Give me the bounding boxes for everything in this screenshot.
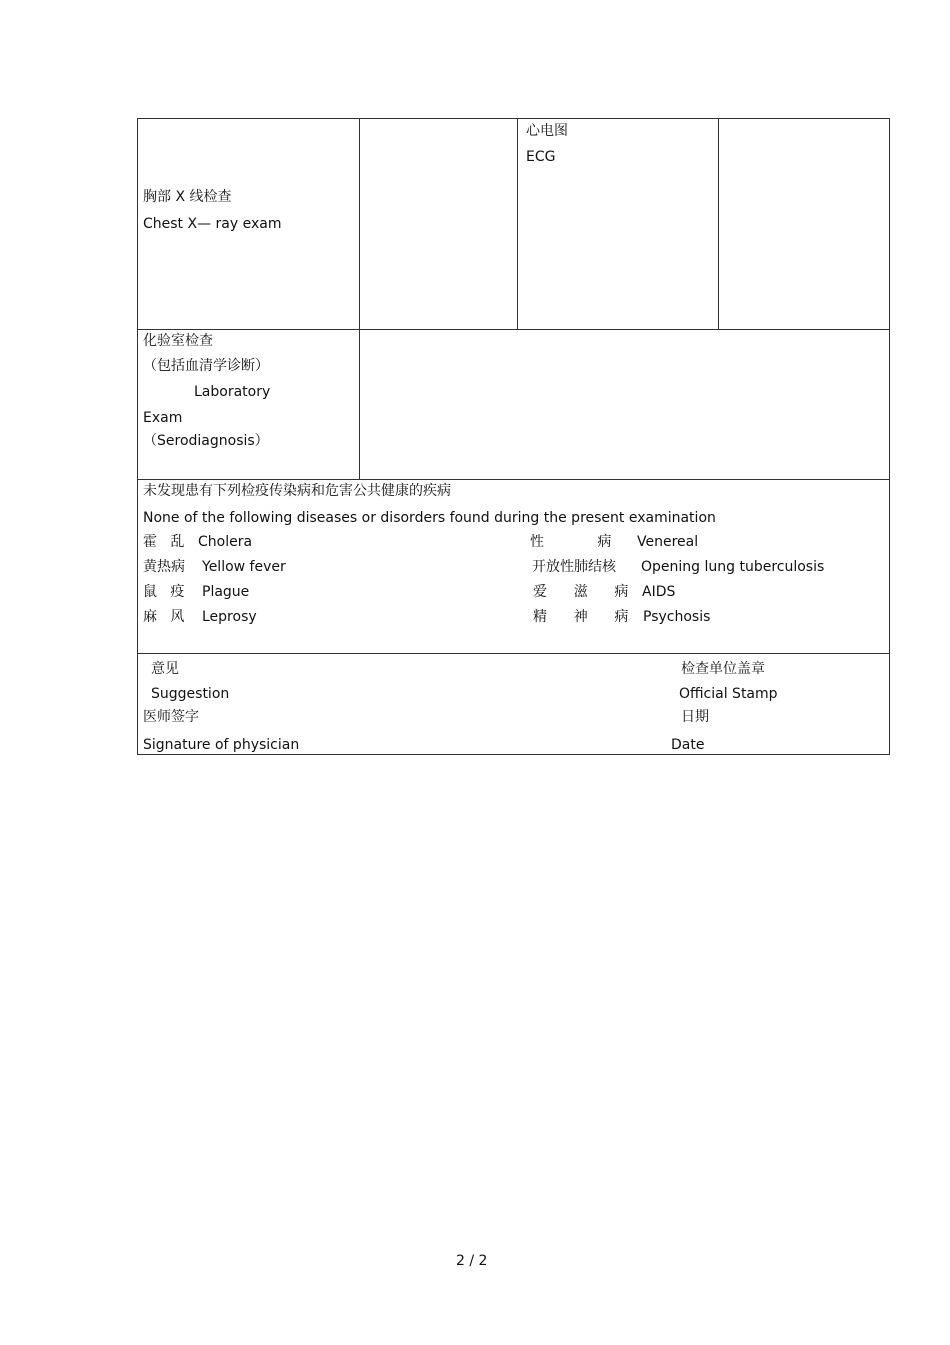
chest-xray-label-zh: 胸部 X 线检查 — [143, 189, 232, 205]
signature-label-zh: 医师签字 — [143, 709, 199, 725]
diseases-heading-zh: 未发现患有下列检疫传染病和危害公共健康的疾病 — [143, 483, 451, 499]
lab-label-en-2: Exam — [143, 410, 183, 426]
diseases-heading-en: None of the following diseases or disorders found during the present examination — [143, 510, 716, 526]
disease-left-zh: 麻 风 — [143, 609, 185, 625]
table-border-right — [889, 118, 890, 755]
ecg-label-zh: 心电图 — [526, 123, 568, 139]
disease-left-en: Plague — [202, 584, 250, 600]
lab-label-zh: 化验室检查 — [143, 333, 213, 349]
row-divider-1 — [137, 329, 890, 330]
col-divider-label — [359, 118, 360, 480]
disease-left-en: Leprosy — [202, 609, 257, 625]
date-label-zh: 日期 — [681, 709, 709, 725]
disease-left-en: Yellow fever — [202, 559, 286, 575]
signature-label-en: Signature of physician — [143, 737, 300, 753]
disease-right-en: AIDS — [642, 584, 676, 600]
suggestion-label-en: Suggestion — [151, 686, 230, 702]
ecg-label-en: ECG — [526, 149, 556, 165]
disease-left-zh: 黄热病 — [143, 559, 185, 575]
date-label-en: Date — [671, 737, 705, 753]
disease-right-zh: 开放性肺结核 — [532, 559, 616, 575]
disease-right-zh: 性 病 — [530, 534, 612, 550]
disease-left-zh: 霍 乱 — [143, 534, 185, 550]
suggestion-label-zh: 意见 — [151, 661, 179, 677]
table-border-left — [137, 118, 138, 755]
lab-label-zh-sub: （包括血清学诊断） — [143, 358, 269, 374]
row-divider-3 — [137, 653, 890, 654]
table-border-top — [137, 118, 890, 119]
disease-right-en: Psychosis — [643, 609, 711, 625]
col-divider-ecg-right — [718, 118, 719, 330]
stamp-label-en: Official Stamp — [679, 686, 778, 702]
row-divider-2 — [137, 479, 890, 480]
page-number: 2 / 2 — [456, 1253, 488, 1269]
chest-xray-label-en: Chest X— ray exam — [143, 216, 282, 232]
stamp-label-zh: 检查单位盖章 — [681, 661, 765, 677]
disease-right-en: Opening lung tuberculosis — [641, 559, 825, 575]
disease-right-zh: 精 神 病 — [533, 609, 629, 625]
lab-label-en-1: Laboratory — [194, 384, 271, 400]
col-divider-ecg-left — [517, 118, 518, 330]
disease-right-en: Venereal — [637, 534, 699, 550]
disease-left-zh: 鼠 疫 — [143, 584, 185, 600]
disease-left-en: Cholera — [198, 534, 253, 550]
lab-label-en-3: （Serodiagnosis） — [143, 433, 269, 449]
table-border-bottom — [137, 754, 890, 755]
disease-right-zh: 爱 滋 病 — [533, 584, 629, 600]
